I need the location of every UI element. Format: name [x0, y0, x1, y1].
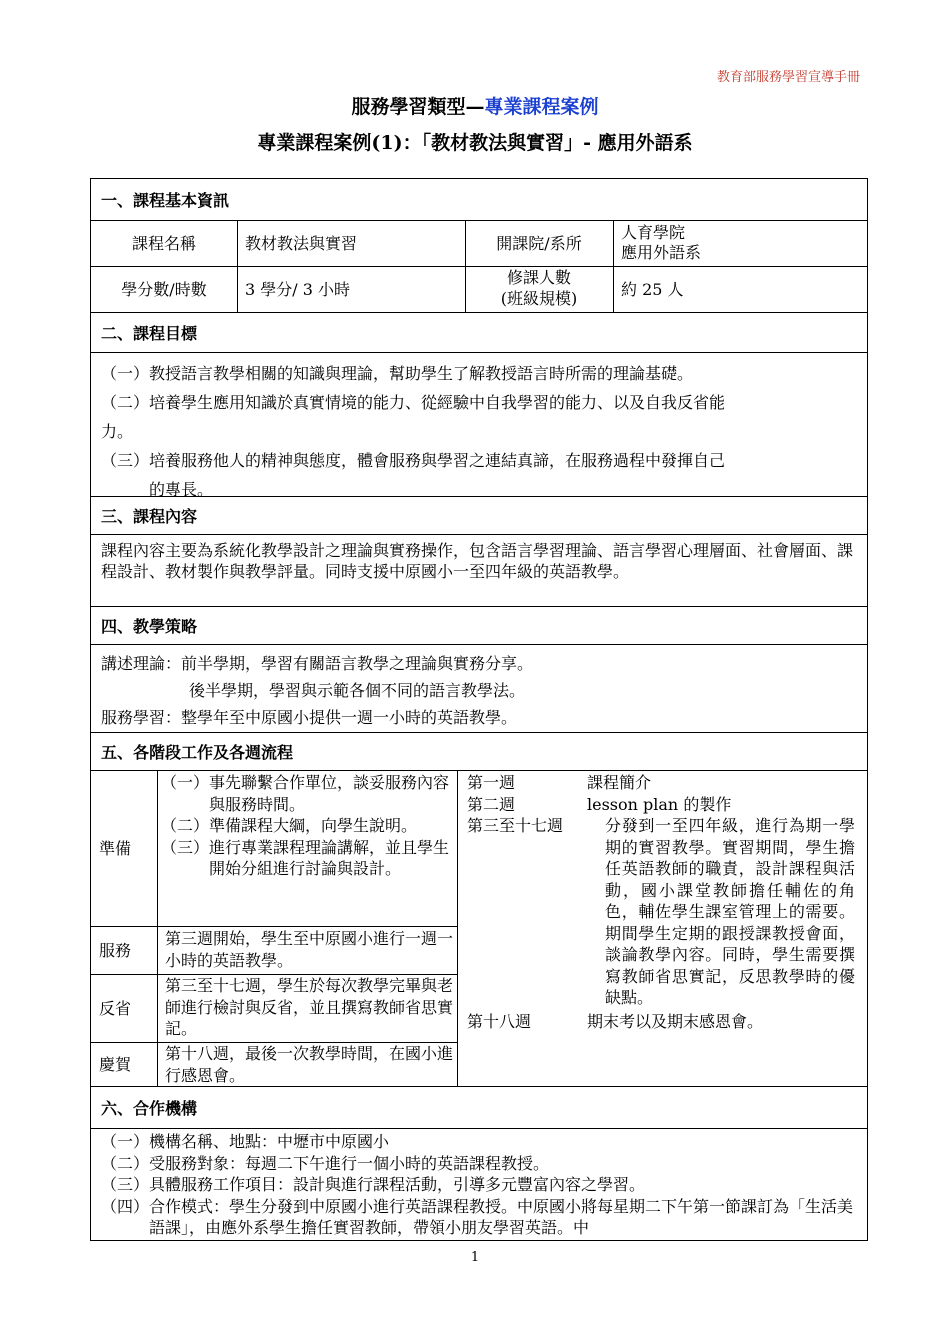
goal-item: [101, 359, 861, 388]
prep-text: 事先聯繫合作單位，談妥服務內容與服務時間。: [209, 773, 450, 814]
stage-service-text: 第三週開始，學生至中原國小進行一週一小時的英語教學。: [165, 929, 454, 970]
partner-list: [101, 1131, 863, 1239]
partner-item: [101, 1174, 863, 1196]
stage-celebrate-label: 慶賀: [99, 1054, 132, 1074]
goal-text: 教授語言教學相關的知識與理論，幫助學生了解教授語言時所需的理論基礎。: [149, 364, 694, 383]
strategy-lecture: 講述理論：前半學期，學習有關語言教學之理論與實務分享。: [101, 654, 534, 673]
goals-list: [101, 359, 861, 504]
divider: [157, 771, 158, 1086]
partner-item: [101, 1131, 863, 1153]
week-desc: 分發到一至四年級，進行為期一學期的實習教學。實習期間，學生擔任英語教師的職責，設計課程與活動，國小課堂教師擔任輔佐的角色，輔佐學生課室管理上的需要。期間學生定期的跟授課教授會面，談論教學內容。同時，學生需要撰寫教師省思實記，反思教學時的優缺點。: [605, 816, 855, 1007]
week-desc: lesson plan 的製作: [587, 794, 732, 814]
goal-text-continued: 的專長。: [149, 480, 214, 499]
page-title-highlight: 專業課程案例: [484, 96, 599, 118]
prep-item: [161, 772, 453, 815]
stage-reflect-text: 第三至十七週，學生於每次教學完畢與老師進行檢討與反省，並且撰寫教師省思實記。: [165, 976, 454, 1038]
partner-number: （一）: [101, 1132, 150, 1151]
prep-item: [161, 815, 453, 837]
divider: [237, 221, 238, 312]
stage-celebrate-text: 第十八週，最後一次教學時間，在國小進行感恩會。: [165, 1044, 454, 1085]
partner-text: 機構名稱、地點：中壢市中原國小: [149, 1132, 390, 1151]
page-number: 1: [470, 1250, 480, 1265]
week-row: [467, 794, 865, 816]
prep-text: 進行專業課程理論講解，並且學生開始分組進行討論與設計。: [209, 837, 450, 878]
week-label: 第三至十七週: [467, 816, 564, 835]
week-desc: 期末考以及期末感恩會。: [587, 1011, 764, 1031]
divider: [91, 926, 458, 927]
goal-text-continued: 力。: [101, 422, 134, 441]
partner-text: 具體服務工作項目：設計與進行課程活動，引導多元豐富內容之學習。: [149, 1175, 646, 1194]
partner-number: （三）: [101, 1175, 150, 1194]
prep-text: 準備課程大綱，向學生說明。: [209, 816, 418, 835]
page-subtitle: 專業課程案例(1)：「教材教法與實習」- 應用外語系: [257, 132, 693, 154]
goal-number: （二）: [101, 393, 150, 412]
section-strategy-heading: 四、教學策略: [91, 607, 867, 645]
divider: [465, 221, 466, 312]
goal-text: 培養學生應用知識於真實情境的能力、從經驗中自我學習的能力、以及自我反省能: [149, 393, 726, 412]
credits-value: 3 學分/ 3 小時: [245, 280, 351, 299]
week-row: [467, 1011, 865, 1033]
goal-item: [101, 446, 861, 475]
stage-reflect-label: 反省: [99, 998, 132, 1018]
dept-department: 應用外語系: [621, 243, 702, 262]
week-schedule: [467, 772, 865, 1032]
partner-text: 受服務對象：每週二下午進行一個小時的英語課程教授。: [149, 1153, 550, 1173]
partner-item: [101, 1196, 863, 1239]
divider: [91, 1042, 458, 1043]
prep-number: （三）: [161, 837, 210, 857]
week-desc: 課程簡介: [587, 773, 652, 792]
strategy-lecture-second-half: 後半學期，學習與示範各個不同的語言教學法。: [189, 681, 526, 700]
content-text: 課程內容主要為系統化教學設計之理論與實務操作，包含語言學習理論、語言學習心理層面、社會層面、課程設計、教材製作與教學評量。同時支援中原國小一至四年級的英語教學。: [101, 541, 854, 581]
prep-item: [161, 837, 453, 880]
dept-label: 開課院/系所: [496, 234, 582, 253]
partner-item: [101, 1153, 863, 1175]
credits-label: 學分數/時數: [121, 280, 207, 299]
divider: [91, 266, 867, 267]
enroll-label-sub: (班級規模): [500, 289, 578, 308]
prep-number: （一）: [161, 773, 210, 792]
course-name-label: 課程名稱: [131, 234, 196, 253]
partner-number: （四）: [101, 1196, 150, 1216]
enroll-label: [465, 267, 613, 312]
week-row: [467, 815, 865, 1009]
strategy-text: [101, 650, 861, 731]
course-table: [90, 178, 868, 1241]
week-row: [467, 772, 865, 794]
page-title-prefix: 服務學習類型—: [351, 96, 485, 118]
section-partner-heading: 六、合作機構: [91, 1087, 867, 1129]
prep-number: （二）: [161, 816, 210, 835]
strategy-service: 服務學習：整學年至中原國小提供一週一小時的英語教學。: [101, 708, 518, 727]
divider: [457, 771, 458, 1086]
course-name-value: 教材教法與實習: [245, 234, 358, 253]
handbook-header-note: 教育部服務學習宣導手冊: [716, 70, 860, 85]
goal-item: [101, 388, 861, 417]
week-label: 第二週: [467, 794, 516, 814]
goal-number: （三）: [101, 451, 150, 470]
stage-prep-label: 準備: [99, 839, 132, 858]
section-content-heading: 三、課程內容: [91, 497, 867, 535]
section-basic-heading: 一、課程基本資訊: [91, 179, 867, 221]
divider: [613, 221, 614, 312]
dept-college: 人育學院: [621, 223, 686, 242]
section-stages-heading: 五、各階段工作及各週流程: [91, 733, 867, 771]
stage-prep-items: [161, 772, 453, 880]
page-title: [0, 92, 950, 119]
goal-text: 培養服務他人的精神與態度，體會服務與學習之連結真諦，在服務過程中發揮自己: [149, 451, 726, 470]
dept-value: [613, 223, 867, 268]
week-label: 第一週: [467, 773, 516, 792]
enroll-label-main: 修課人數: [506, 268, 571, 287]
goal-number: （一）: [101, 364, 150, 383]
stage-service-label: 服務: [99, 940, 132, 960]
section-goals-heading: 二、課程目標: [91, 313, 867, 353]
divider: [91, 974, 458, 975]
partner-number: （二）: [101, 1153, 150, 1173]
partner-text: 合作模式：學生分發到中原國小進行英語課程教授。中原國小將每星期二下午第一節課訂為「生活美語課」，由應外系學生擔任實習教師，帶領小朋友學習英語。中: [149, 1196, 854, 1237]
enroll-value: 約 25 人: [621, 280, 684, 299]
week-label: 第十八週: [467, 1011, 532, 1031]
